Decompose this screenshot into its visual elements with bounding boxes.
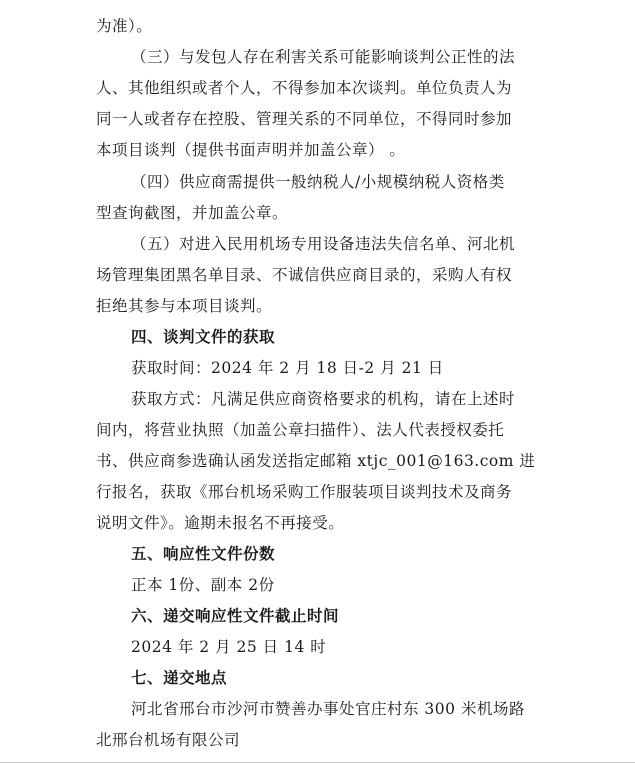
text-line: 河北省邢台市沙河市赞善办事处官庄村东 300 米机场路 bbox=[131, 700, 525, 718]
text-line: 为准）。 bbox=[96, 17, 153, 35]
text-line: 拒绝其参与本项目谈判。 bbox=[96, 297, 273, 315]
text-line: （四）供应商需提供一般纳税人/小规模纳税人资格类 bbox=[131, 173, 505, 191]
text-line: 正本 1份、副本 2份 bbox=[131, 576, 275, 594]
section-heading: 六、递交响应性文件截止时间 bbox=[131, 607, 340, 625]
text-line: 北邢台机场有限公司 bbox=[96, 731, 241, 749]
text-line: 间内，将营业执照（加盖公章扫描件）、法人代表授权委托 bbox=[96, 421, 505, 439]
text-line: （五）对进入民用机场专用设备违法失信名单、河北机 bbox=[131, 235, 516, 253]
text-line: 说明文件》。逾期未报名不再接受。 bbox=[96, 514, 345, 532]
text-line: 同一人或者存在控股、管理关系的不同单位，不得同时参加 bbox=[96, 110, 513, 128]
section-heading: 五、响应性文件份数 bbox=[131, 545, 276, 563]
text-line: 获取方式：凡满足供应商资格要求的机构，请在上述时 bbox=[131, 390, 516, 408]
text-line: 场管理集团黑名单目录、不诚信供应商目录的，采购人有权 bbox=[96, 266, 513, 284]
text-line: 本项目谈判（提供书面声明并加盖公章） 。 bbox=[96, 141, 406, 159]
text-line: 人、其他组织或者个人，不得参加本次谈判。单位负责人为 bbox=[96, 79, 513, 97]
text-line: 型查询截图，并加盖公章。 bbox=[96, 204, 289, 222]
text-line: 2024 年 2 月 25 日 14 时 bbox=[131, 638, 327, 656]
text-line: 行报名，获取《邢台机场采购工作服装项目谈判技术及商务 bbox=[96, 483, 513, 501]
section-heading: 四、谈判文件的获取 bbox=[131, 328, 276, 346]
text-line: （三）与发包人存在利害关系可能影响谈判公正性的法 bbox=[131, 48, 516, 66]
text-line: 获取时间：2024 年 2 月 18 日-2 月 21 日 bbox=[131, 359, 444, 377]
section-heading: 七、递交地点 bbox=[131, 669, 228, 687]
text-line: 书、供应商参选确认函发送指定邮箱 xtjc_001@163.com 进 bbox=[96, 452, 536, 470]
